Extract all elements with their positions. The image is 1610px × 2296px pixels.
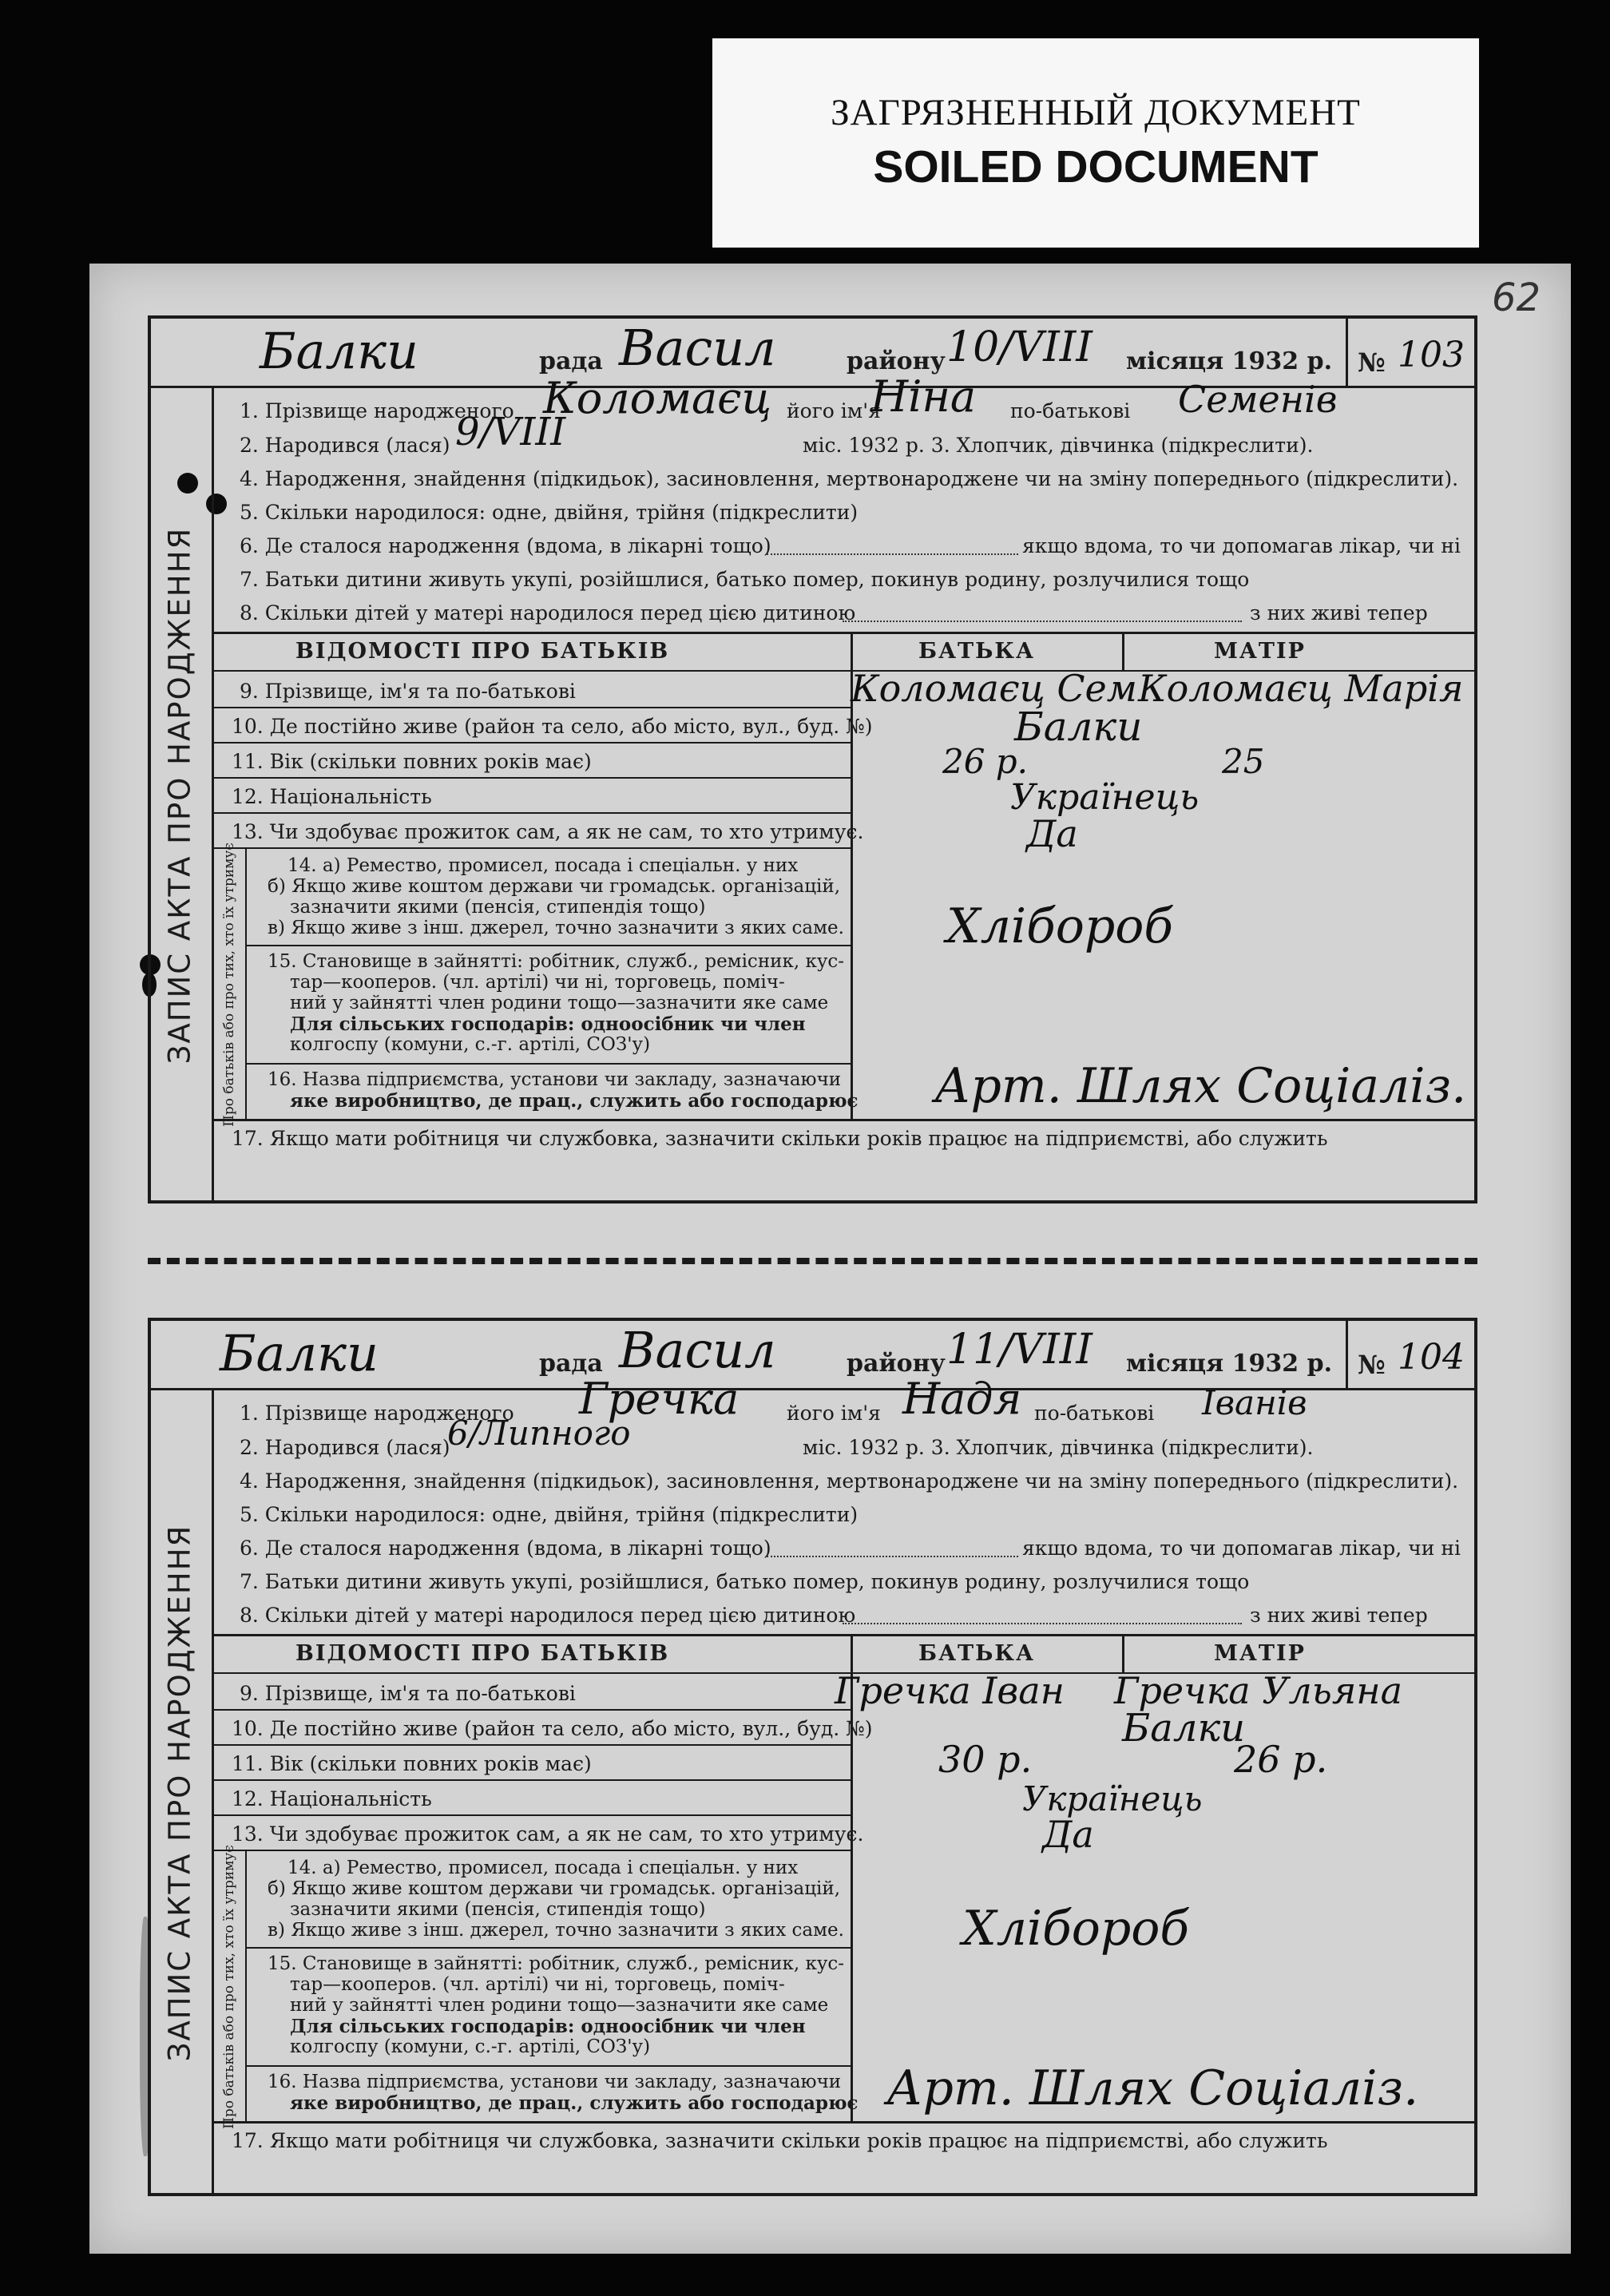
line-5-label: 5. Скільки народилося: одне, двійня, трійня (підкреслити) <box>240 1503 859 1526</box>
rayon-label: району <box>847 347 946 375</box>
handwritten-mother-name: Гречка Ульяна <box>1114 1669 1403 1712</box>
row-15-line5: колгоспу (комуни, с.-г. артілі, СОЗ'у) <box>290 2036 651 2057</box>
parents-heading: ВІДОМОСТІ ПРО БАТЬКІВ <box>295 639 670 664</box>
line-1-patronymic-label: по-батькові <box>1010 399 1131 422</box>
row-15-line2: тар—кооперов. (чл. артілі) чи ні, торговець, поміч- <box>290 972 785 993</box>
row-12-label: 12. Національність <box>232 1787 432 1810</box>
soiled-document-label <box>712 38 1479 248</box>
rada-label: рада <box>539 347 603 375</box>
line-2-label: 2. Народився (лася) <box>240 1436 450 1459</box>
row-14a: 14. а) Ремество, промисел, посада і спеціальн. у них <box>288 1858 799 1878</box>
banner-russian-text: ЗАГРЯЗНЕННЫЙ ДОКУМЕНТ <box>831 92 1361 133</box>
row-15-line3: ний у зайнятті член родини тощо—зазначити яке саме <box>290 993 829 1013</box>
handwritten-employment: Арт. Шлях Соціаліз. <box>886 2060 1419 2116</box>
handwritten-village: Балки <box>220 1324 379 1382</box>
line-7-label: 7. Батьки дитини живуть укупі, розійшлися, батько помер, покинув родину, розлучилися тощо <box>240 1570 1250 1593</box>
row-15-line2: тар—кооперов. (чл. артілі) чи ні, торговець, поміч- <box>290 1974 785 1995</box>
handwritten-father-name: Гречка Іван <box>835 1669 1065 1712</box>
line-1-name-label: його ім'я <box>787 1402 881 1425</box>
line-2-rest: міс. 1932 р. 3. Хлопчик, дівчинка (підкреслити). <box>803 434 1314 457</box>
handwritten-nationality: Українець <box>1010 777 1200 818</box>
line-4-label: 4. Народження, знайдення (підкидьок), засиновлення, мертвонароджене чи на зміну попереднього (підкреслити). <box>240 467 1459 490</box>
row-16-line1: 16. Назва підприємства, установи чи закладу, зазначаючи <box>268 2072 842 2092</box>
handwritten-district: Васил <box>619 319 776 377</box>
mother-heading: МАТІР <box>1214 639 1306 664</box>
line-8-fill <box>843 621 1242 622</box>
sub-side-divider <box>245 847 247 1119</box>
row-11-label: 11. Вік (скільки повних років має) <box>232 750 592 773</box>
line-7-label: 7. Батьки дитини живуть укупі, розійшлися, батько помер, покинув родину, розлучилися тощо <box>240 568 1250 591</box>
handwritten-birth-date: 9/VIII <box>455 410 566 454</box>
handwritten-village: Балки <box>260 322 418 380</box>
row-15-line4: Для сільських господарів: одноосібник чи член <box>290 2016 806 2037</box>
row-rule <box>212 812 851 814</box>
handwritten-self-support: Да <box>1026 812 1078 855</box>
handwritten-surname: Гречка <box>579 1374 740 1424</box>
table-bottom-rule <box>212 1119 1477 1121</box>
table-bottom-rule <box>212 2121 1477 2124</box>
handwritten-date: 10/VIII <box>946 323 1092 371</box>
handwritten-date: 11/VIII <box>946 1326 1092 1374</box>
handwritten-patronymic: Іванів <box>1202 1383 1307 1422</box>
line-2-rest: міс. 1932 р. 3. Хлопчик, дівчинка (підкреслити). <box>803 1436 1314 1459</box>
row-9-label: 9. Прізвище, ім'я та по-батькові <box>240 1682 576 1705</box>
handwritten-residence: Балки <box>1122 1706 1246 1751</box>
row-10-label: 10. Де постійно живе (район та село, або місто, вул., буд. №) <box>232 715 873 738</box>
row-13-label: 13. Чи здобуває прожиток сам, а як не сам, то хто утримує. <box>232 820 864 843</box>
row-9-label: 9. Прізвище, ім'я та по-батькові <box>240 680 576 703</box>
line-6-label: 6. Де сталося народження (вдома, в лікарні тощо) <box>240 1537 771 1560</box>
handwritten-mother-age: 26 р. <box>1234 1738 1328 1781</box>
line-8-fill <box>843 1623 1242 1624</box>
form-header <box>148 1318 1477 1390</box>
handwritten-nationality: Українець <box>1022 1779 1203 1818</box>
handwritten-father-name: Коломаєц Сем <box>851 667 1137 710</box>
handwritten-patronymic: Семенів <box>1178 378 1338 421</box>
record-number-label: № <box>1358 347 1386 378</box>
rayon-label: району <box>847 1350 946 1378</box>
month-label: місяця 1932 р. <box>1126 347 1333 375</box>
rada-label: рада <box>539 1350 603 1378</box>
month-label: місяця 1932 р. <box>1126 1350 1333 1378</box>
table-parent-divider <box>1122 632 1124 672</box>
row-16-line1: 16. Назва підприємства, установи чи закладу, зазначаючи <box>268 1069 842 1090</box>
row-15-line5: колгоспу (комуни, с.-г. артілі, СОЗ'у) <box>290 1034 651 1055</box>
row-rule <box>212 1709 851 1711</box>
row-rule <box>212 847 851 849</box>
row-rule <box>212 742 851 744</box>
row-11-label: 11. Вік (скільки повних років має) <box>232 1752 592 1775</box>
line-1-label: 1. Прізвище народженого <box>240 399 514 422</box>
father-heading: БАТЬКА <box>918 639 1035 664</box>
handwritten-surname: Коломаєц <box>543 373 772 423</box>
row-rule <box>212 1850 851 1851</box>
table-top-rule <box>212 632 1477 634</box>
line-6-rest: якщо вдома, то чи допомагав лікар, чи ні <box>1022 534 1461 557</box>
row-14b: б) Якщо живе коштом держави чи громадськ. організацій, <box>268 1878 841 1899</box>
line-2-label: 2. Народився (лася) <box>240 434 450 457</box>
handwritten-father-age: 30 р. <box>938 1738 1033 1781</box>
line-1-label: 1. Прізвище народженого <box>240 1402 514 1425</box>
row-13-label: 13. Чи здобуває прожиток сам, а як не сам, то хто утримує. <box>232 1822 864 1846</box>
row-15-line3: ний у зайнятті член родини тощо—зазначити яке саме <box>290 1995 829 2016</box>
line-8-rest: з них живі тепер <box>1250 601 1428 625</box>
row-rule <box>212 1814 851 1816</box>
row-14b-cont: зазначити якими (пенсія, стипендія тощо) <box>290 897 706 918</box>
handwritten-birth-date: 6/Липного <box>447 1414 631 1453</box>
row-15-line1: 15. Становище в зайнятті: робітник, служб., ремісник, кус- <box>268 1953 845 1974</box>
line-5-label: 5. Скільки народилося: одне, двійня, трійня (підкреслити) <box>240 501 859 524</box>
line-6-fill <box>767 1556 1018 1557</box>
row-rule <box>245 1063 851 1065</box>
sub-side-divider <box>245 1850 247 2121</box>
side-title: ЗАПИС АКТА ПРО НАРОДЖЕННЯ <box>148 387 214 1204</box>
handwritten-occupation: Хлібороб <box>946 898 1174 954</box>
row-rule <box>245 945 851 946</box>
line-4-label: 4. Народження, знайдення (підкидьок), засиновлення, мертвонароджене чи на зміну попереднього (підкреслити). <box>240 1469 1459 1493</box>
line-8-rest: з них живі тепер <box>1250 1604 1428 1627</box>
line-8-label: 8. Скільки дітей у матері народилося перед цією дитиною <box>240 1604 856 1627</box>
row-15-line1: 15. Становище в зайнятті: робітник, служб., ремісник, кус- <box>268 951 845 972</box>
parents-heading: ВІДОМОСТІ ПРО БАТЬКІВ <box>295 1641 670 1666</box>
row-rule <box>212 707 851 708</box>
row-17-label: 17. Якщо мати робітниця чи службовка, зазначити скільки років працює на підприємстві, або служить <box>232 1127 1328 1150</box>
page-number: 62 <box>1492 276 1541 320</box>
record-number-label: № <box>1358 1350 1386 1380</box>
row-14b-cont: зазначити якими (пенсія, стипендія тощо) <box>290 1899 706 1920</box>
birth-record-104 <box>148 1318 1477 2196</box>
handwritten-record-number: 104 <box>1398 1337 1465 1378</box>
row-rule <box>245 2065 851 2067</box>
line-1-name-label: його ім'я <box>787 399 881 422</box>
sub-side-title: Про батьків або про тих, хто їх утримує <box>221 1845 237 2129</box>
birth-record-103 <box>148 315 1477 1204</box>
row-rule <box>212 777 851 779</box>
row-14b: б) Якщо живе коштом держави чи громадськ. організацій, <box>268 876 841 897</box>
number-box-divider <box>1346 315 1348 386</box>
line-1-patronymic-label: по-батькові <box>1034 1402 1155 1425</box>
row-16-line2: яке виробництво, де прац., служить або господарює <box>290 2092 859 2114</box>
row-17-label: 17. Якщо мати робітниця чи службовка, зазначити скільки років працює на підприємстві, або служить <box>232 2129 1328 2152</box>
number-box-divider <box>1346 1318 1348 1388</box>
line-8-label: 8. Скільки дітей у матері народилося перед цією дитиною <box>240 601 856 625</box>
banner-english-text: SOILED DOCUMENT <box>873 141 1319 192</box>
handwritten-district: Васил <box>619 1321 776 1379</box>
cut-line <box>148 1258 1477 1264</box>
handwritten-residence: Балки <box>1014 704 1143 750</box>
row-rule <box>212 1779 851 1781</box>
line-6-fill <box>767 553 1018 555</box>
sub-side-title: Про батьків або про тих, хто їх утримує <box>221 843 237 1127</box>
handwritten-mother-name: Коломаєц Марія <box>1138 667 1464 710</box>
line-6-label: 6. Де сталося народження (вдома, в лікарні тощо) <box>240 534 771 557</box>
handwritten-name: Ніна <box>870 371 977 422</box>
handwritten-self-support: Да <box>1042 1813 1094 1856</box>
line-6-rest: якщо вдома, то чи допомагав лікар, чи ні <box>1022 1537 1461 1560</box>
handwritten-record-number: 103 <box>1398 335 1465 375</box>
row-15-line4: Для сільських господарів: одноосібник чи член <box>290 1013 806 1035</box>
handwritten-name: Надя <box>902 1374 1022 1424</box>
row-14c: в) Якщо живе з інш. джерел, точно зазначити з яких саме. <box>268 918 844 938</box>
mother-heading: МАТІР <box>1214 1641 1306 1666</box>
handwritten-father-age: 26 р. <box>942 742 1029 781</box>
row-10-label: 10. Де постійно живе (район та село, або місто, вул., буд. №) <box>232 1717 873 1740</box>
handwritten-employment: Арт. Шлях Соціаліз. <box>934 1058 1467 1114</box>
side-title: ЗАПИС АКТА ПРО НАРОДЖЕННЯ <box>148 1390 214 2196</box>
row-rule <box>212 1744 851 1746</box>
table-top-rule <box>212 1634 1477 1636</box>
table-parent-divider <box>1122 1634 1124 1674</box>
handwritten-occupation: Хлібороб <box>962 1901 1190 1957</box>
row-rule <box>245 1947 851 1949</box>
father-heading: БАТЬКА <box>918 1641 1035 1666</box>
handwritten-mother-age: 25 <box>1222 742 1265 781</box>
row-12-label: 12. Національність <box>232 785 432 808</box>
row-16-line2: яке виробництво, де прац., служить або господарює <box>290 1090 859 1112</box>
row-14c: в) Якщо живе з інш. джерел, точно зазначити з яких саме. <box>268 1920 844 1941</box>
row-14a: 14. а) Ремество, промисел, посада і спеціальн. у них <box>288 855 799 876</box>
